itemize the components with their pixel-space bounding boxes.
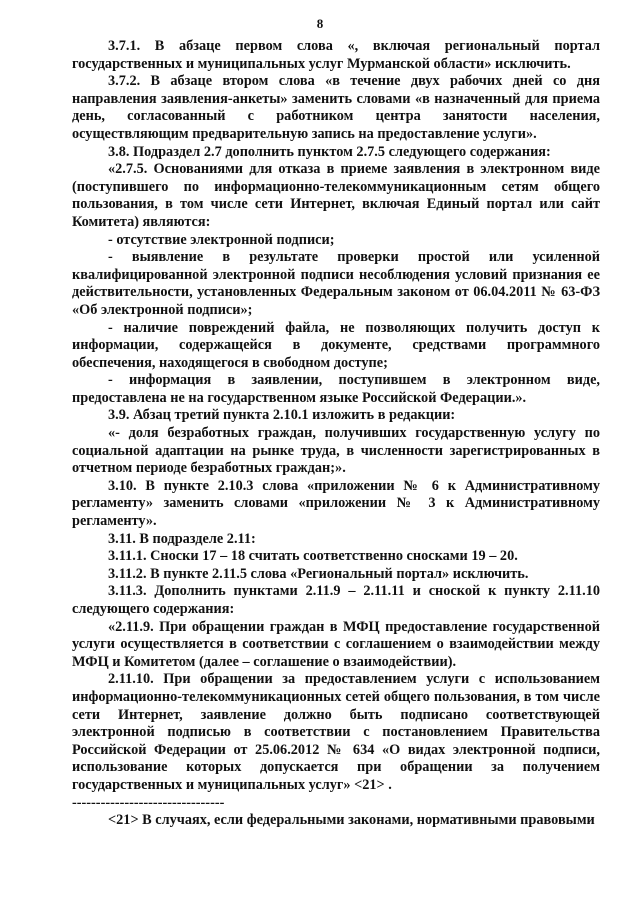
document-body: [72, 38, 600, 830]
paragraph-2-11-10: 2.11.10. При обращении за предоставлением услуги с использованием информационно-телекоммуникационных сетей общего пользования, в том числе сети Интернет, заявление должно быть подписано соответствующей электронной подписью в соответствии с постановлением Правительства Российской Федерации от 25.06.2012 № 634 «О видах электронной подписи, использование которых допускается при обращении за получением государственных и муниципальных услуг» <21> .: [72, 671, 600, 793]
paragraph-3-7-2: 3.7.2. В абзаце втором слова «в течение двух рабочих дней со дня направления заявления-анкеты» заменить словами «в назначенный для приема день, согласованный с работником центра занятости населения, осуществляющим предварительную запись на предоставление услуги».: [72, 73, 600, 142]
footnote-separator: --------------------------------: [72, 794, 225, 811]
paragraph-2-7-5: «2.7.5. Основаниями для отказа в приеме заявления в электронном виде (поступившего по информационно-телекоммуникационным сетям общего пользования, в том числе сети Интернет, включая Единый портал или сайт Комитета) являются:: [72, 161, 600, 230]
paragraph-3-11: 3.11. В подразделе 2.11:: [108, 530, 256, 547]
page-number: 8: [316, 16, 324, 31]
footnote-21: <21> В случаях, если федеральными законами, нормативными правовыми: [108, 812, 595, 829]
paragraph-quote-unemployed: «- доля безработных граждан, получивших государственную услугу по социальной адаптации на рынке труда, в численности зарегистрированных в отчетном периоде безработных граждан;».: [72, 425, 600, 477]
list-item-file-damage: - наличие повреждений файла, не позволяющих получить доступ к информации, содержащейся в документе, средствами программного обеспечения, находящегося в свободном доступе;: [72, 319, 600, 371]
list-item-no-signature: - отсутствие электронной подписи;: [108, 231, 335, 248]
paragraph-3-11-2: 3.11.2. В пункте 2.11.5 слова «Региональный портал» исключить.: [108, 565, 529, 582]
paragraph-3-11-1: 3.11.1. Сноски 17 – 18 считать соответственно сносками 19 – 20.: [108, 548, 518, 565]
paragraph-3-10: 3.10. В пункте 2.10.3 слова «приложении № 6 к Административному регламенту» заменить словами «приложении № 3 к Административному регламенту».: [72, 477, 600, 530]
paragraph-2-11-9: «2.11.9. При обращении граждан в МФЦ предоставление государственной услуги осуществляется в соответствии с соглашением о взаимодействии между МФЦ и Комитетом (далее – соглашение о взаимодействии).: [72, 618, 600, 670]
paragraph-3-9: 3.9. Абзац третий пункта 2.10.1 изложить в редакции:: [108, 407, 456, 424]
list-item-signature-check: - выявление в результате проверки простой или усиленной квалифицированной электронной подписи несоблюдения условий признания ее действительности, установленных Федеральным законом от 06.04.2011 № 63-ФЗ «Об электронной подписи»;: [72, 249, 600, 318]
paragraph-3-7-1: 3.7.1. В абзаце первом слова «, включая региональный портал государственных и муниципальных услуг Мурманской области» исключить.: [72, 38, 600, 72]
list-item-language: - информация в заявлении, поступившем в электронном виде, предоставлена не на государственном языке Российской Федерации.».: [72, 372, 600, 406]
paragraph-3-8: 3.8. Подраздел 2.7 дополнить пунктом 2.7.5 следующего содержания:: [108, 143, 551, 160]
paragraph-3-11-3: 3.11.3. Дополнить пунктами 2.11.9 – 2.11.11 и сноской к пункту 2.11.10 следующего содержания:: [72, 583, 600, 617]
